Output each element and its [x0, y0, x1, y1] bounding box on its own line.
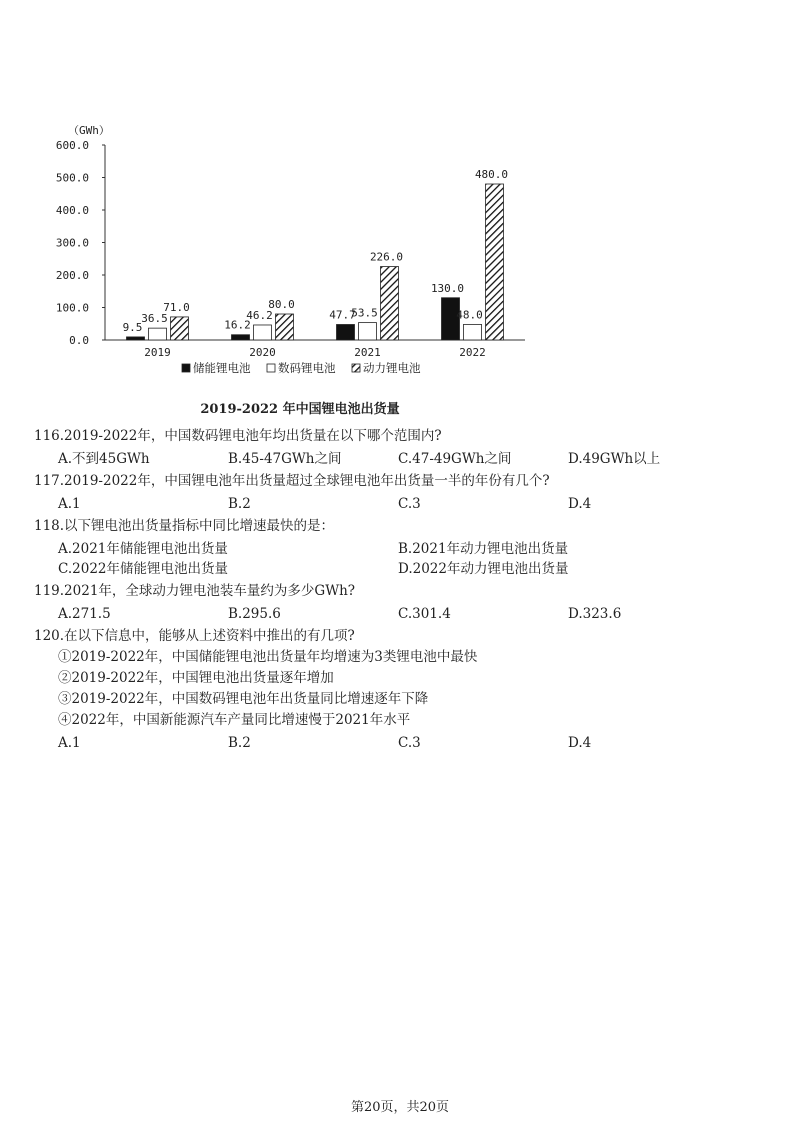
question-stem: 116.2019-2022年，中国数码锂电池年均出货量在以下哪个范围内? [34, 428, 442, 444]
data-label: 71.0 [163, 300, 190, 314]
x-tick-label: 2022 [459, 346, 486, 359]
y-tick-label: 600.0 [55, 139, 89, 152]
option-d[interactable]: D.49GWh以上 [568, 451, 661, 467]
bar-digital-2019 [149, 328, 167, 340]
option-c[interactable]: C.47-49GWh之间 [398, 451, 512, 467]
option-b[interactable]: B.45-47GWh之间 [228, 451, 342, 467]
bar-storage-2021 [337, 324, 355, 340]
y-tick-label: 200.0 [55, 269, 89, 282]
legend-label: 数码锂电池 [278, 361, 336, 375]
x-tick-label: 2020 [249, 346, 276, 359]
option-a[interactable]: A.271.5 [58, 606, 111, 622]
option-c[interactable]: C.301.4 [398, 606, 451, 622]
option-c[interactable]: C.3 [398, 496, 421, 512]
legend-label: 储能锂电池 [193, 361, 251, 375]
bar-power-2021 [381, 267, 399, 340]
page-footer: 第20页，共20页 [350, 1100, 450, 1115]
statement-4: ④2022年，中国新能源汽车产量同比增速慢于2021年水平 [58, 712, 411, 728]
option-c[interactable]: C.3 [398, 735, 421, 751]
y-tick-label: 300.0 [55, 236, 89, 250]
option-b[interactable]: B.2021年动力锂电池出货量 [398, 541, 569, 557]
y-axis-unit: （GWh） [68, 124, 110, 137]
bar-digital-2020 [254, 325, 272, 340]
chart-title: 2019-2022 年中国锂电池出货量 [200, 402, 400, 417]
y-tick-label: 400.0 [55, 204, 89, 217]
option-a[interactable]: A.1 [58, 496, 81, 512]
option-b[interactable]: B.2 [228, 496, 251, 512]
data-label: 53.5 [351, 306, 378, 320]
question-stem: 120.在以下信息中，能够从上述资料中推出的有几项? [34, 628, 355, 644]
bar-power-2022 [486, 184, 504, 340]
legend-label: 动力锂电池 [363, 361, 421, 375]
data-label: 130.0 [430, 281, 465, 295]
legend-swatch [182, 364, 190, 372]
data-label: 80.0 [268, 298, 295, 311]
x-tick-label: 2021 [354, 346, 381, 359]
plot-area [56, 139, 525, 359]
question-stem: 119.2021年，全球动力锂电池装车量约为多少GWh? [34, 583, 356, 599]
bar-power-2019 [171, 317, 189, 340]
question-118 [34, 516, 770, 581]
question-stem: 117.2019-2022年，中国锂电池年出货量超过全球锂电池年出货量一半的年份有几个? [34, 473, 550, 489]
question-119 [34, 581, 770, 626]
option-b[interactable]: B.295.6 [228, 606, 281, 622]
question-120 [34, 626, 770, 755]
bar-digital-2021 [359, 323, 377, 340]
option-c[interactable]: C.2022年储能锂电池出货量 [58, 561, 228, 577]
option-a[interactable]: A.1 [58, 735, 81, 751]
data-label: 9.5 [122, 320, 143, 334]
question-116 [34, 426, 770, 471]
bar-digital-2022 [464, 324, 482, 340]
option-d[interactable]: D.4 [568, 735, 592, 751]
y-tick-label: 100.0 [55, 301, 89, 315]
y-tick-label: 500.0 [55, 171, 89, 185]
legend-swatch [267, 364, 275, 372]
chart-legend [182, 361, 421, 375]
question-list [34, 426, 770, 755]
data-label: 480.0 [474, 168, 509, 181]
statement-2: ②2019-2022年，中国锂电池出货量逐年增加 [58, 670, 334, 686]
data-label: 48.0 [456, 308, 483, 322]
data-label: 47.7 [329, 308, 356, 322]
x-tick-label: 2019 [144, 346, 171, 359]
data-label: 36.5 [141, 312, 168, 326]
option-a[interactable]: A.不到45GWh [58, 451, 150, 467]
option-b[interactable]: B.2 [228, 735, 251, 751]
bar-storage-2019 [127, 337, 145, 340]
statement-3: ③2019-2022年，中国数码锂电池年出货量同比增速逐年下降 [58, 691, 429, 707]
question-stem: 118.以下锂电池出货量指标中同比增速最快的是： [34, 518, 335, 534]
question-117 [34, 471, 770, 516]
option-a[interactable]: A.2021年储能锂电池出货量 [58, 541, 228, 557]
data-label: 46.2 [246, 308, 273, 322]
lithium-battery-shipment-chart [40, 120, 600, 390]
y-tick-label: 0.0 [69, 334, 89, 347]
statement-1: ①2019-2022年，中国储能锂电池出货量年均增速为3类锂电池中最快 [58, 649, 478, 665]
legend-swatch [352, 364, 360, 372]
option-d[interactable]: D.323.6 [568, 606, 622, 622]
option-d[interactable]: D.2022年动力锂电池出货量 [398, 561, 569, 577]
bar-storage-2020 [232, 335, 250, 340]
option-d[interactable]: D.4 [568, 496, 592, 512]
bar-power-2020 [276, 314, 294, 340]
data-label: 16.2 [224, 318, 251, 332]
data-label: 226.0 [369, 250, 404, 264]
